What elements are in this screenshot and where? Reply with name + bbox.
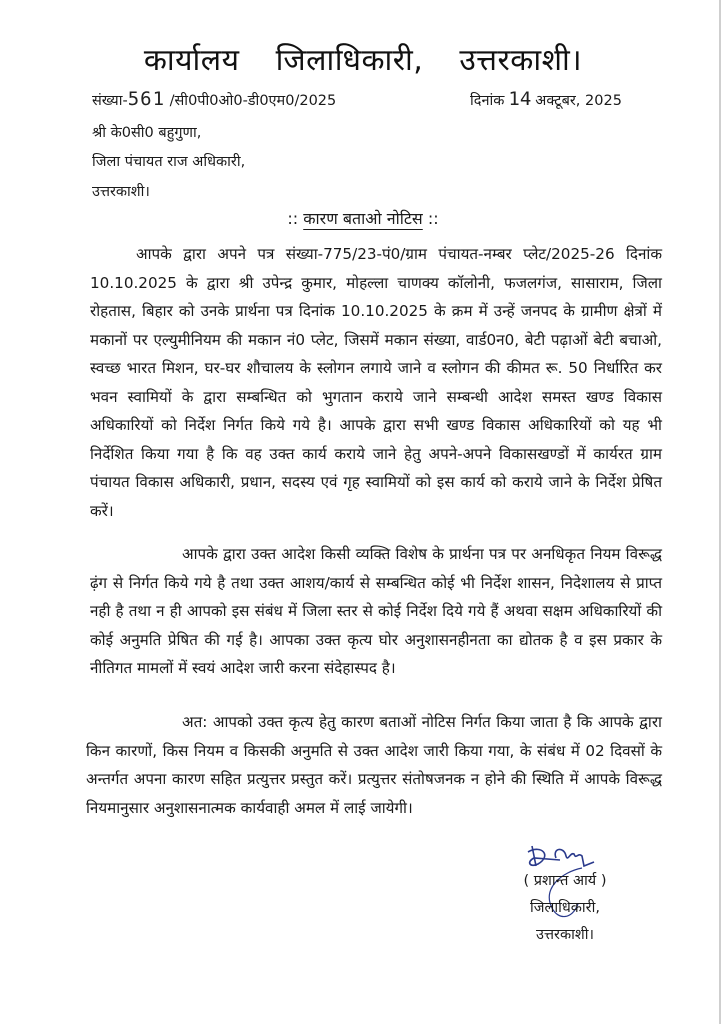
office-title: कार्यालय जिलाधिकारी, उत्तरकाशी। (143, 43, 583, 78)
addressee-designation: जिला पंचायत राज अधिकारी, (92, 154, 246, 170)
notice-suffix: :: (422, 209, 439, 228)
body-paragraph-1: आपके द्वारा अपने पत्र संख्या-775/23-पं0/ग्राम पंचायत-नम्बर प्लेट/2025-26 दिनांक 10.10.2025 के द्वारा श्री उपेन्द्र कुमार, मोहल्ला चाणक्य कॉलोनी, फजलगंज, सासाराम, जिला रोहतास, बिहार को उनके प्रार्थना पत्र दिनांक 10.10.2025 के क्रम में उन्हें जनपद के ग्रामीण क्षेत्रों में मकानों पर एल्युमीनियम की मकान नं0 प्लेट, जिसमें मकान संख्या, वार्ड0न0, बेटी पढ़ाओं बेटी बचाओ, स्वच्छ भारत मिशन, घर-घर शौचालय के स्लोगन लगाये जाने व स्लोगन की कीमत रू. 50 निर्धारित कर भवन स्वामियों के द्वारा सम्बन्धित को भुगतान कराये जाने सम्बन्धी आदेश समस्त खण्ड विकास अधिकारियों को निर्देश निर्गत किये गये है। आपके द्वारा सभी खण्ड विकास अधिकारियों को यह भी निर्देशित किया गया है कि वह उक्त कार्य कराये जाने हेतु अपने-अपने विकासखण्डों में कार्यरत ग्राम पंचायत विकास अधिकारी, प्रधान, सदस्य एवं गृह स्वामियों को इस कार्य को कराये जाने के निर्देश प्रेषित करें। (90, 245, 662, 520)
reference-suffix: /सी0पी0ओ0-डी0एम0/2025 (165, 93, 337, 109)
reference-number-handwritten: 561 (127, 88, 166, 110)
signatory-location: उत्तरकाशी। (536, 927, 594, 943)
date-label: दिनांक (470, 93, 505, 109)
body-paragraph-2: आपके द्वारा उक्त आदेश किसी व्यक्ति विशेष के प्रार्थना पत्र पर अनधिकृत नियम विरूद्ध ढ़ंग से निर्गत किये गये है तथा उक्त आशय/कार्य से सम्बन्धित कोई भी निर्देश शासन, निदेशालय से प्राप्त नही है तथा न ही आपको इस संबंध में जिला स्तर से कोई निर्देश दिये गये हैं अथवा सक्षम अधिकारियों की कोई अनुमति प्रेषित की गई है। आपका उक्त कृत्य घोर अनुशासनहीनता का द्योतक है व इस प्रकार के नीतिगत मामलों में स्वयं आदेश जारी करना संदेहास्पद है। (90, 545, 662, 677)
issue-date (470, 88, 622, 110)
notice-heading (0, 207, 726, 229)
addressee-location: उत्तरकाशी। (92, 184, 150, 200)
addressee-name: श्री के0सी0 बहुगुणा, (92, 125, 202, 141)
notice-prefix: :: (287, 209, 304, 228)
notice-heading-text: कारण बताओ नोटिस (303, 209, 423, 228)
date-rest: अक्टूबर, 2025 (535, 93, 622, 109)
body-paragraph-3: अत: आपको उक्त कृत्य हेतु कारण बताओं नोटिस निर्गत किया जाता है कि आपके द्वारा किन कारणों, किस नियम व किसकी अनुमति से उक्त आदेश जारी किया गया, के संबंध में 02 दिवसों के अन्तर्गत अपना कारण सहित प्रत्युत्तर प्रस्तुत करें। प्रत्युत्तर संतोषजनक न होने की स्थिति में आपके विरूद्ध नियमानुसार अनुशासनात्मक कार्यवाही अमल में लाई जायेगी। (86, 713, 662, 817)
signatory-designation: जिलाधिकारी, (530, 900, 600, 916)
signatory-block (500, 840, 630, 949)
reference-prefix: संख्या- (92, 93, 128, 109)
reference-number (92, 88, 336, 110)
date-day-handwritten: 14 (508, 88, 532, 110)
signatory-name: ( प्रशान्त आर्य ) (523, 873, 607, 889)
